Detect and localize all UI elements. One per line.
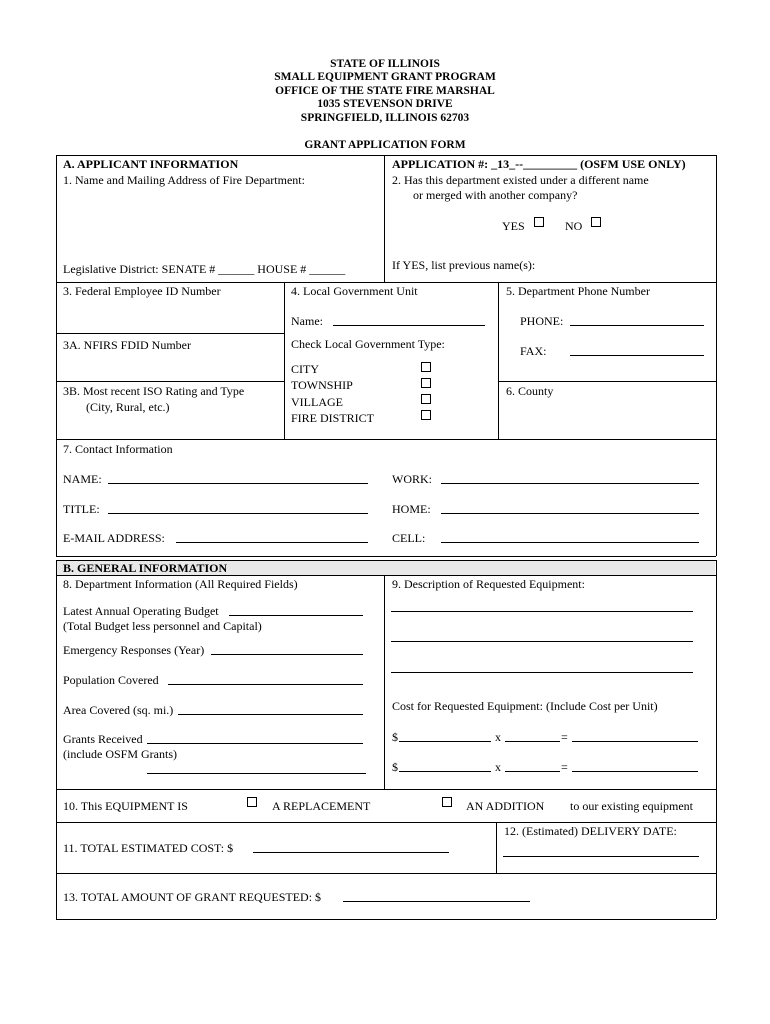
if-yes-label: If YES, list previous name(s): — [392, 258, 536, 272]
contact-cell-label: CELL: — [392, 531, 426, 545]
budget-label-cont: (Total Budget less personnel and Capital) — [63, 619, 262, 633]
item7-label: 7. Contact Information — [63, 442, 173, 456]
area-label: Area Covered (sq. mi.) — [63, 703, 174, 717]
area-field[interactable] — [178, 714, 363, 715]
township-checkbox[interactable] — [421, 378, 431, 388]
replacement-checkbox[interactable] — [247, 797, 257, 807]
addition-checkbox[interactable] — [442, 797, 452, 807]
cost2-times: x — [495, 760, 501, 774]
phone-label: PHONE: — [520, 314, 564, 328]
description-line-3[interactable] — [391, 672, 693, 673]
contact-email-field[interactable] — [176, 542, 368, 543]
item5-label: 5. Department Phone Number — [506, 284, 650, 298]
item13-label: 13. TOTAL AMOUNT OF GRANT REQUESTED: $ — [63, 890, 322, 904]
contact-name-field[interactable] — [108, 483, 368, 484]
grants-field-2[interactable] — [147, 773, 366, 774]
contact-email-label: E-MAIL ADDRESS: — [63, 531, 165, 545]
fire-district-checkbox[interactable] — [421, 410, 431, 420]
item3a-label: 3A. NFIRS FDID Number — [63, 338, 192, 352]
village-checkbox[interactable] — [421, 394, 431, 404]
cost1-total-field[interactable] — [572, 741, 698, 742]
cost2-qty-field[interactable] — [505, 771, 560, 772]
phone-field[interactable] — [570, 325, 704, 326]
item6-label: 6. County — [506, 384, 554, 398]
budget-label: Latest Annual Operating Budget — [63, 604, 219, 618]
fax-field[interactable] — [570, 355, 704, 356]
item10-label: 10. This EQUIPMENT IS — [63, 799, 188, 813]
yes-checkbox[interactable] — [534, 217, 544, 227]
addition-label: AN ADDITION — [466, 799, 545, 813]
section-b-title: B. GENERAL INFORMATION — [63, 561, 228, 575]
item4-label: 4. Local Government Unit — [291, 284, 418, 298]
item2-label: 2. Has this department existed under a different name — [392, 173, 649, 187]
yes-label: YES — [502, 219, 525, 233]
gov-type-township: TOWNSHIP — [291, 378, 353, 392]
item3b-label-cont: (City, Rural, etc.) — [86, 400, 170, 414]
item3b-label: 3B. Most recent ISO Rating and Type — [63, 384, 245, 398]
cost2-dollar: $ — [392, 760, 398, 774]
contact-title-field[interactable] — [108, 513, 368, 514]
grants-field[interactable] — [147, 743, 363, 744]
item8-label: 8. Department Information (All Required Fields) — [63, 577, 298, 591]
grant-requested-field[interactable] — [343, 901, 530, 902]
cost1-dollar: $ — [392, 730, 398, 744]
cost1-price-field[interactable] — [399, 741, 491, 742]
cost2-price-field[interactable] — [399, 771, 491, 772]
item3-label: 3. Federal Employee ID Number — [63, 284, 221, 298]
cost-label: Cost for Requested Equipment: (Include Cost per Unit) — [392, 699, 658, 713]
header-city: SPRINGFIELD, ILLINOIS 62703 — [300, 112, 470, 124]
replacement-label: A REPLACEMENT — [272, 799, 371, 813]
contact-name-label: NAME: — [63, 472, 102, 486]
header-state: STATE OF ILLINOIS — [330, 58, 440, 70]
cost1-equals: = — [561, 730, 568, 744]
gov-name-field[interactable] — [333, 325, 485, 326]
header-program: SMALL EQUIPMENT GRANT PROGRAM — [274, 71, 496, 83]
description-line-2[interactable] — [391, 641, 693, 642]
gov-type-city: CITY — [291, 362, 319, 376]
cost1-times: x — [495, 730, 501, 744]
gov-name-label: Name: — [291, 314, 323, 328]
gov-type-fire-district: FIRE DISTRICT — [291, 411, 375, 425]
contact-work-label: WORK: — [392, 472, 432, 486]
gov-type-village: VILLAGE — [291, 395, 343, 409]
population-field[interactable] — [168, 684, 363, 685]
contact-work-field[interactable] — [441, 483, 699, 484]
grants-label-cont: (include OSFM Grants) — [63, 747, 177, 761]
cost2-equals: = — [561, 760, 568, 774]
item1-label: 1. Name and Mailing Address of Fire Department: — [63, 173, 305, 187]
no-label: NO — [565, 219, 583, 233]
emergency-field[interactable] — [211, 654, 363, 655]
item12-label: 12. (Estimated) DELIVERY DATE: — [504, 824, 677, 838]
total-cost-field[interactable] — [253, 852, 449, 853]
header-office: OFFICE OF THE STATE FIRE MARSHAL — [275, 85, 495, 97]
item9-label: 9. Description of Requested Equipment: — [392, 577, 585, 591]
description-line-1[interactable] — [391, 611, 693, 612]
grants-label: Grants Received — [63, 732, 143, 746]
population-label: Population Covered — [63, 673, 159, 687]
cost2-total-field[interactable] — [572, 771, 698, 772]
form-title: GRANT APPLICATION FORM — [304, 139, 466, 151]
fax-label: FAX: — [520, 344, 547, 358]
contact-title-label: TITLE: — [63, 502, 100, 516]
contact-cell-field[interactable] — [441, 542, 699, 543]
cost1-qty-field[interactable] — [505, 741, 560, 742]
emergency-label: Emergency Responses (Year) — [63, 643, 205, 657]
existing-equipment-label: to our existing equipment — [570, 799, 693, 813]
legislative-district: Legislative District: SENATE # ______ HOUSE # ______ — [63, 262, 346, 276]
section-a-title: A. APPLICANT INFORMATION — [63, 157, 239, 171]
contact-home-label: HOME: — [392, 502, 431, 516]
budget-field[interactable] — [229, 615, 363, 616]
item2-label-cont: or merged with another company? — [413, 188, 578, 202]
item11-label: 11. TOTAL ESTIMATED COST: $ — [63, 841, 234, 855]
delivery-date-field[interactable] — [503, 856, 699, 857]
header-street: 1035 STEVENSON DRIVE — [317, 98, 453, 110]
gov-type-label: Check Local Government Type: — [291, 337, 445, 351]
no-checkbox[interactable] — [591, 217, 601, 227]
contact-home-field[interactable] — [441, 513, 699, 514]
application-number-label: APPLICATION #: _13_--_________ (OSFM USE ONLY) — [392, 157, 686, 171]
city-checkbox[interactable] — [421, 362, 431, 372]
